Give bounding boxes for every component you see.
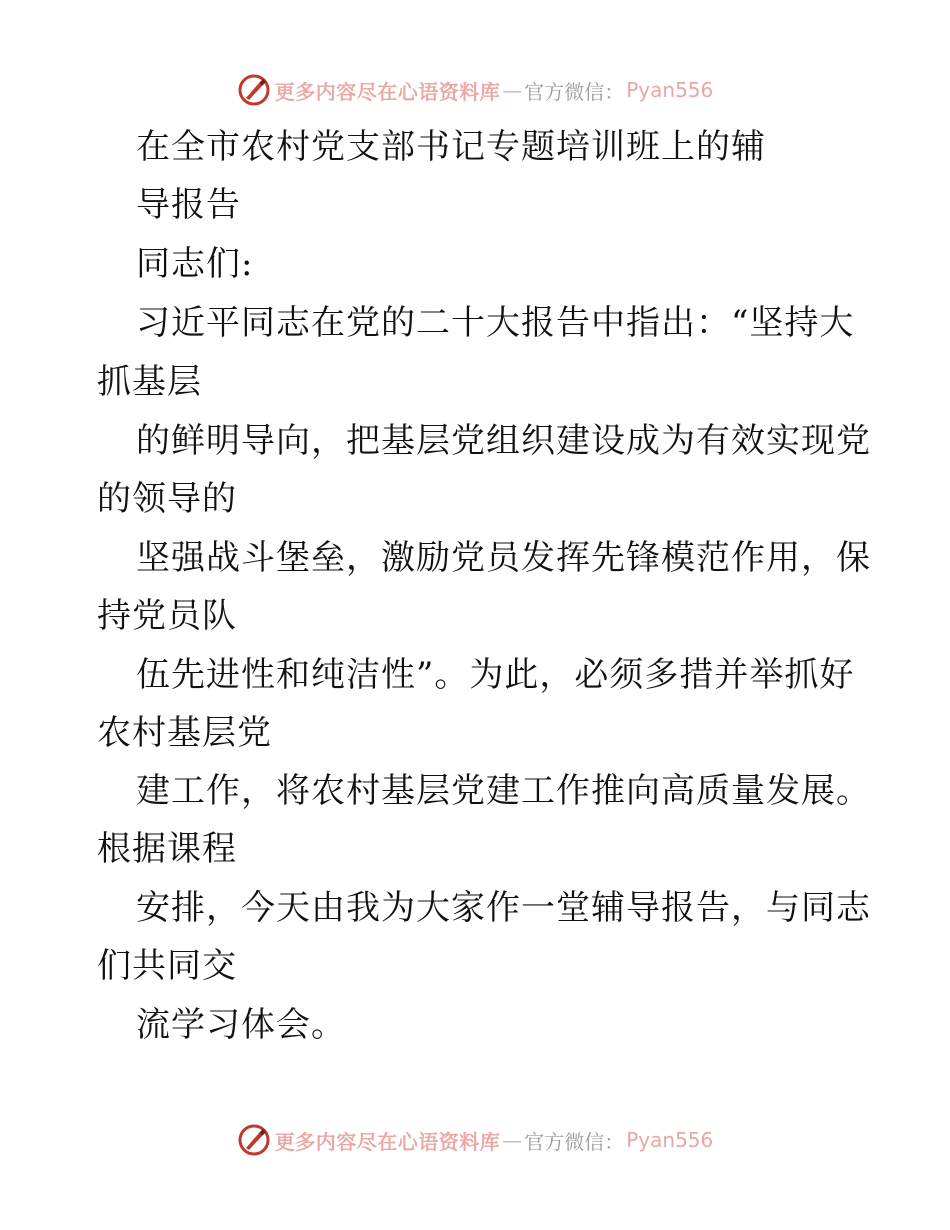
paragraph-line: 伍先进性和纯洁性”。为此，必须多措并举抓好 (136, 655, 855, 695)
pen-logo-icon (237, 73, 271, 107)
paragraph-line: 农村基层党 (97, 713, 272, 753)
paragraph-line: 根据课程 (97, 829, 237, 869)
title-line-2: 导报告 (136, 185, 241, 225)
paragraph-line: 的鲜明导向，把基层党组织建设成为有效实现党 (136, 421, 871, 461)
paragraph-line: 的领导的 (97, 479, 237, 519)
paragraph-line: 们共同交 (97, 946, 237, 986)
paragraph-line: 持党员队 (97, 596, 237, 636)
watermark-separator: — (502, 1128, 523, 1152)
watermark-banner-bottom (0, 1120, 950, 1160)
salutation: 同志们: (136, 244, 254, 284)
watermark-wechat-id: Pyan556 (626, 78, 714, 102)
title-line-1: 在全市农村党支部书记专题培训班上的辅 (136, 127, 766, 167)
watermark-banner-top (0, 70, 950, 110)
watermark-wechat-label: 官方微信： (524, 1129, 625, 1154)
paragraph-line: 坚强战斗堡垒，激励党员发挥先锋模范作用，保 (136, 538, 871, 578)
paragraph-line: 流学习体会。 (136, 1005, 346, 1045)
watermark-text: 更多内容尽在心语资料库 (274, 1129, 501, 1154)
paragraph-line: 习近平同志在党的二十大报告中指出：“坚持大 (136, 303, 855, 343)
paragraph-line: 安排，今天由我为大家作一堂辅导报告，与同志 (136, 888, 871, 928)
watermark-separator: — (502, 78, 523, 102)
paragraph-line: 抓基层 (97, 362, 202, 402)
paragraph-line: 建工作，将农村基层党建工作推向高质量发展。 (136, 771, 871, 811)
watermark-wechat-label: 官方微信： (524, 79, 625, 104)
watermark-wechat-id: Pyan556 (626, 1128, 714, 1152)
watermark-text: 更多内容尽在心语资料库 (274, 79, 501, 104)
pen-logo-icon (237, 1123, 271, 1157)
